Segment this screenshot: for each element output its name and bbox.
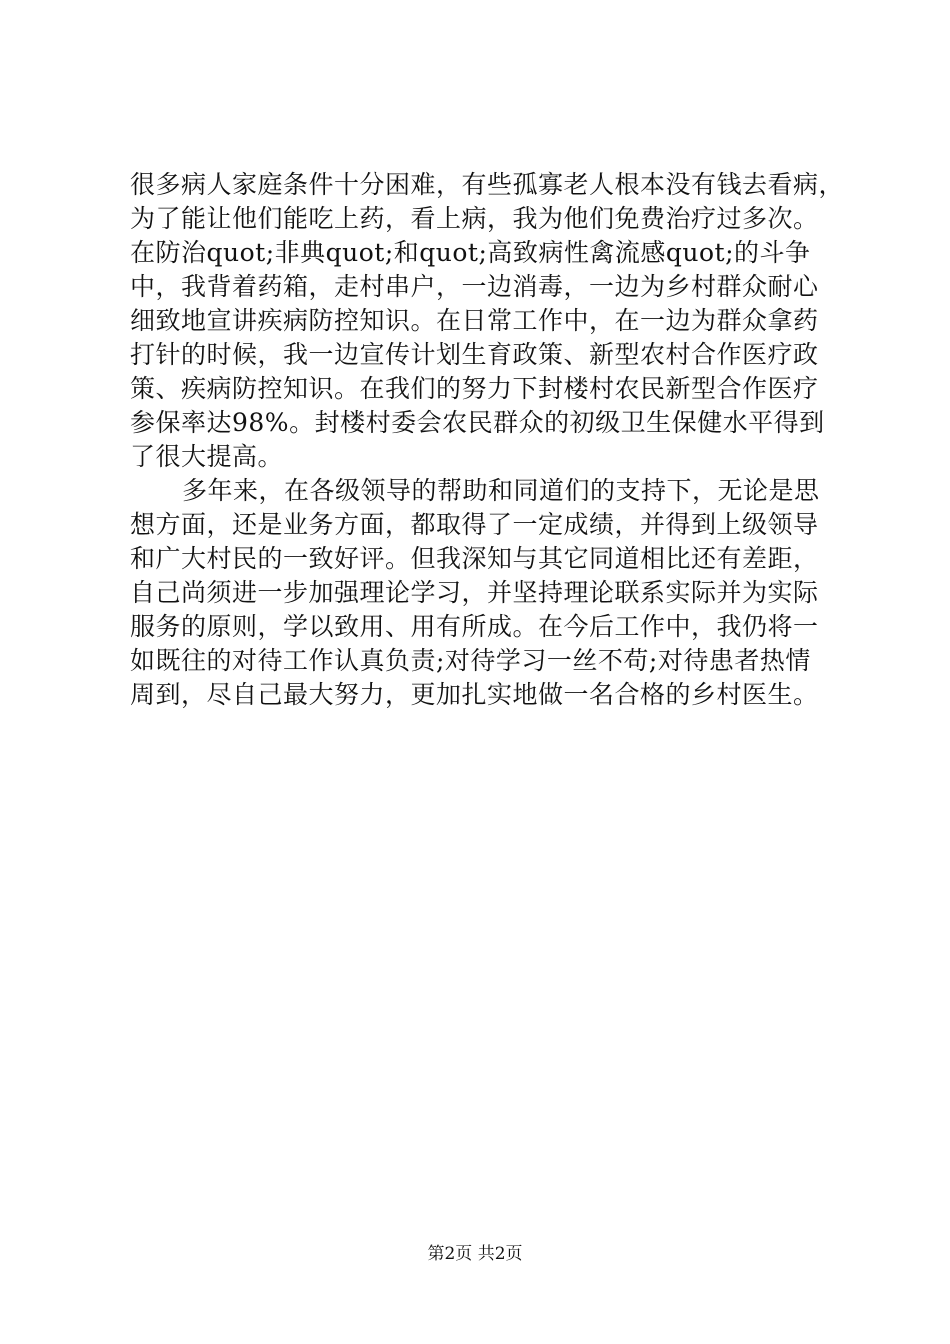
text-line: 在防治quot;非典quot;和quot;高致病性禽流感quot;的斗争 [130,238,811,267]
text-line: 很多病人家庭条件十分困难，有些孤寡老人根本没有钱去看病， [130,170,845,199]
page-footer [0,1243,950,1265]
page-number: 第2页 共2页 [427,1244,523,1264]
text-line: 想方面，还是业务方面，都取得了一定成绩，并得到上级领导 [130,510,819,539]
text-line: 细致地宣讲疾病防控知识。在日常工作中，在一边为群众拿药 [130,306,819,335]
text-line: 打针的时候，我一边宣传计划生育政策、新型农村合作医疗政 [130,340,819,369]
text-line: 多年来，在各级领导的帮助和同道们的支持下，无论是思 [182,476,820,505]
paragraph-2 [130,474,830,712]
body-text [130,168,845,712]
text-line: 和广大村民的一致好评。但我深知与其它同道相比还有差距， [130,544,819,573]
text-line: 参保率达98%。封楼村委会农民群众的初级卫生保健水平得到 [130,408,825,437]
text-line: 了很大提高。 [130,442,284,471]
text-line: 周到，尽自己最大努力，更加扎实地做一名合格的乡村医生。 [130,680,819,709]
text-line: 中，我背着药箱，走村串户，一边消毒，一边为乡村群众耐心 [130,272,819,301]
text-line: 为了能让他们能吃上药，看上病，我为他们免费治疗过多次。 [130,204,819,233]
paragraph-1 [130,168,845,474]
text-line: 服务的原则，学以致用、用有所成。在今后工作中，我仍将一 [130,612,819,641]
text-line: 如既往的对待工作认真负责;对待学习一丝不苟;对待患者热情 [130,646,811,675]
text-line: 策、疾病防控知识。在我们的努力下封楼村农民新型合作医疗 [130,374,819,403]
text-line: 自己尚须进一步加强理论学习，并坚持理论联系实际并为实际 [130,578,819,607]
